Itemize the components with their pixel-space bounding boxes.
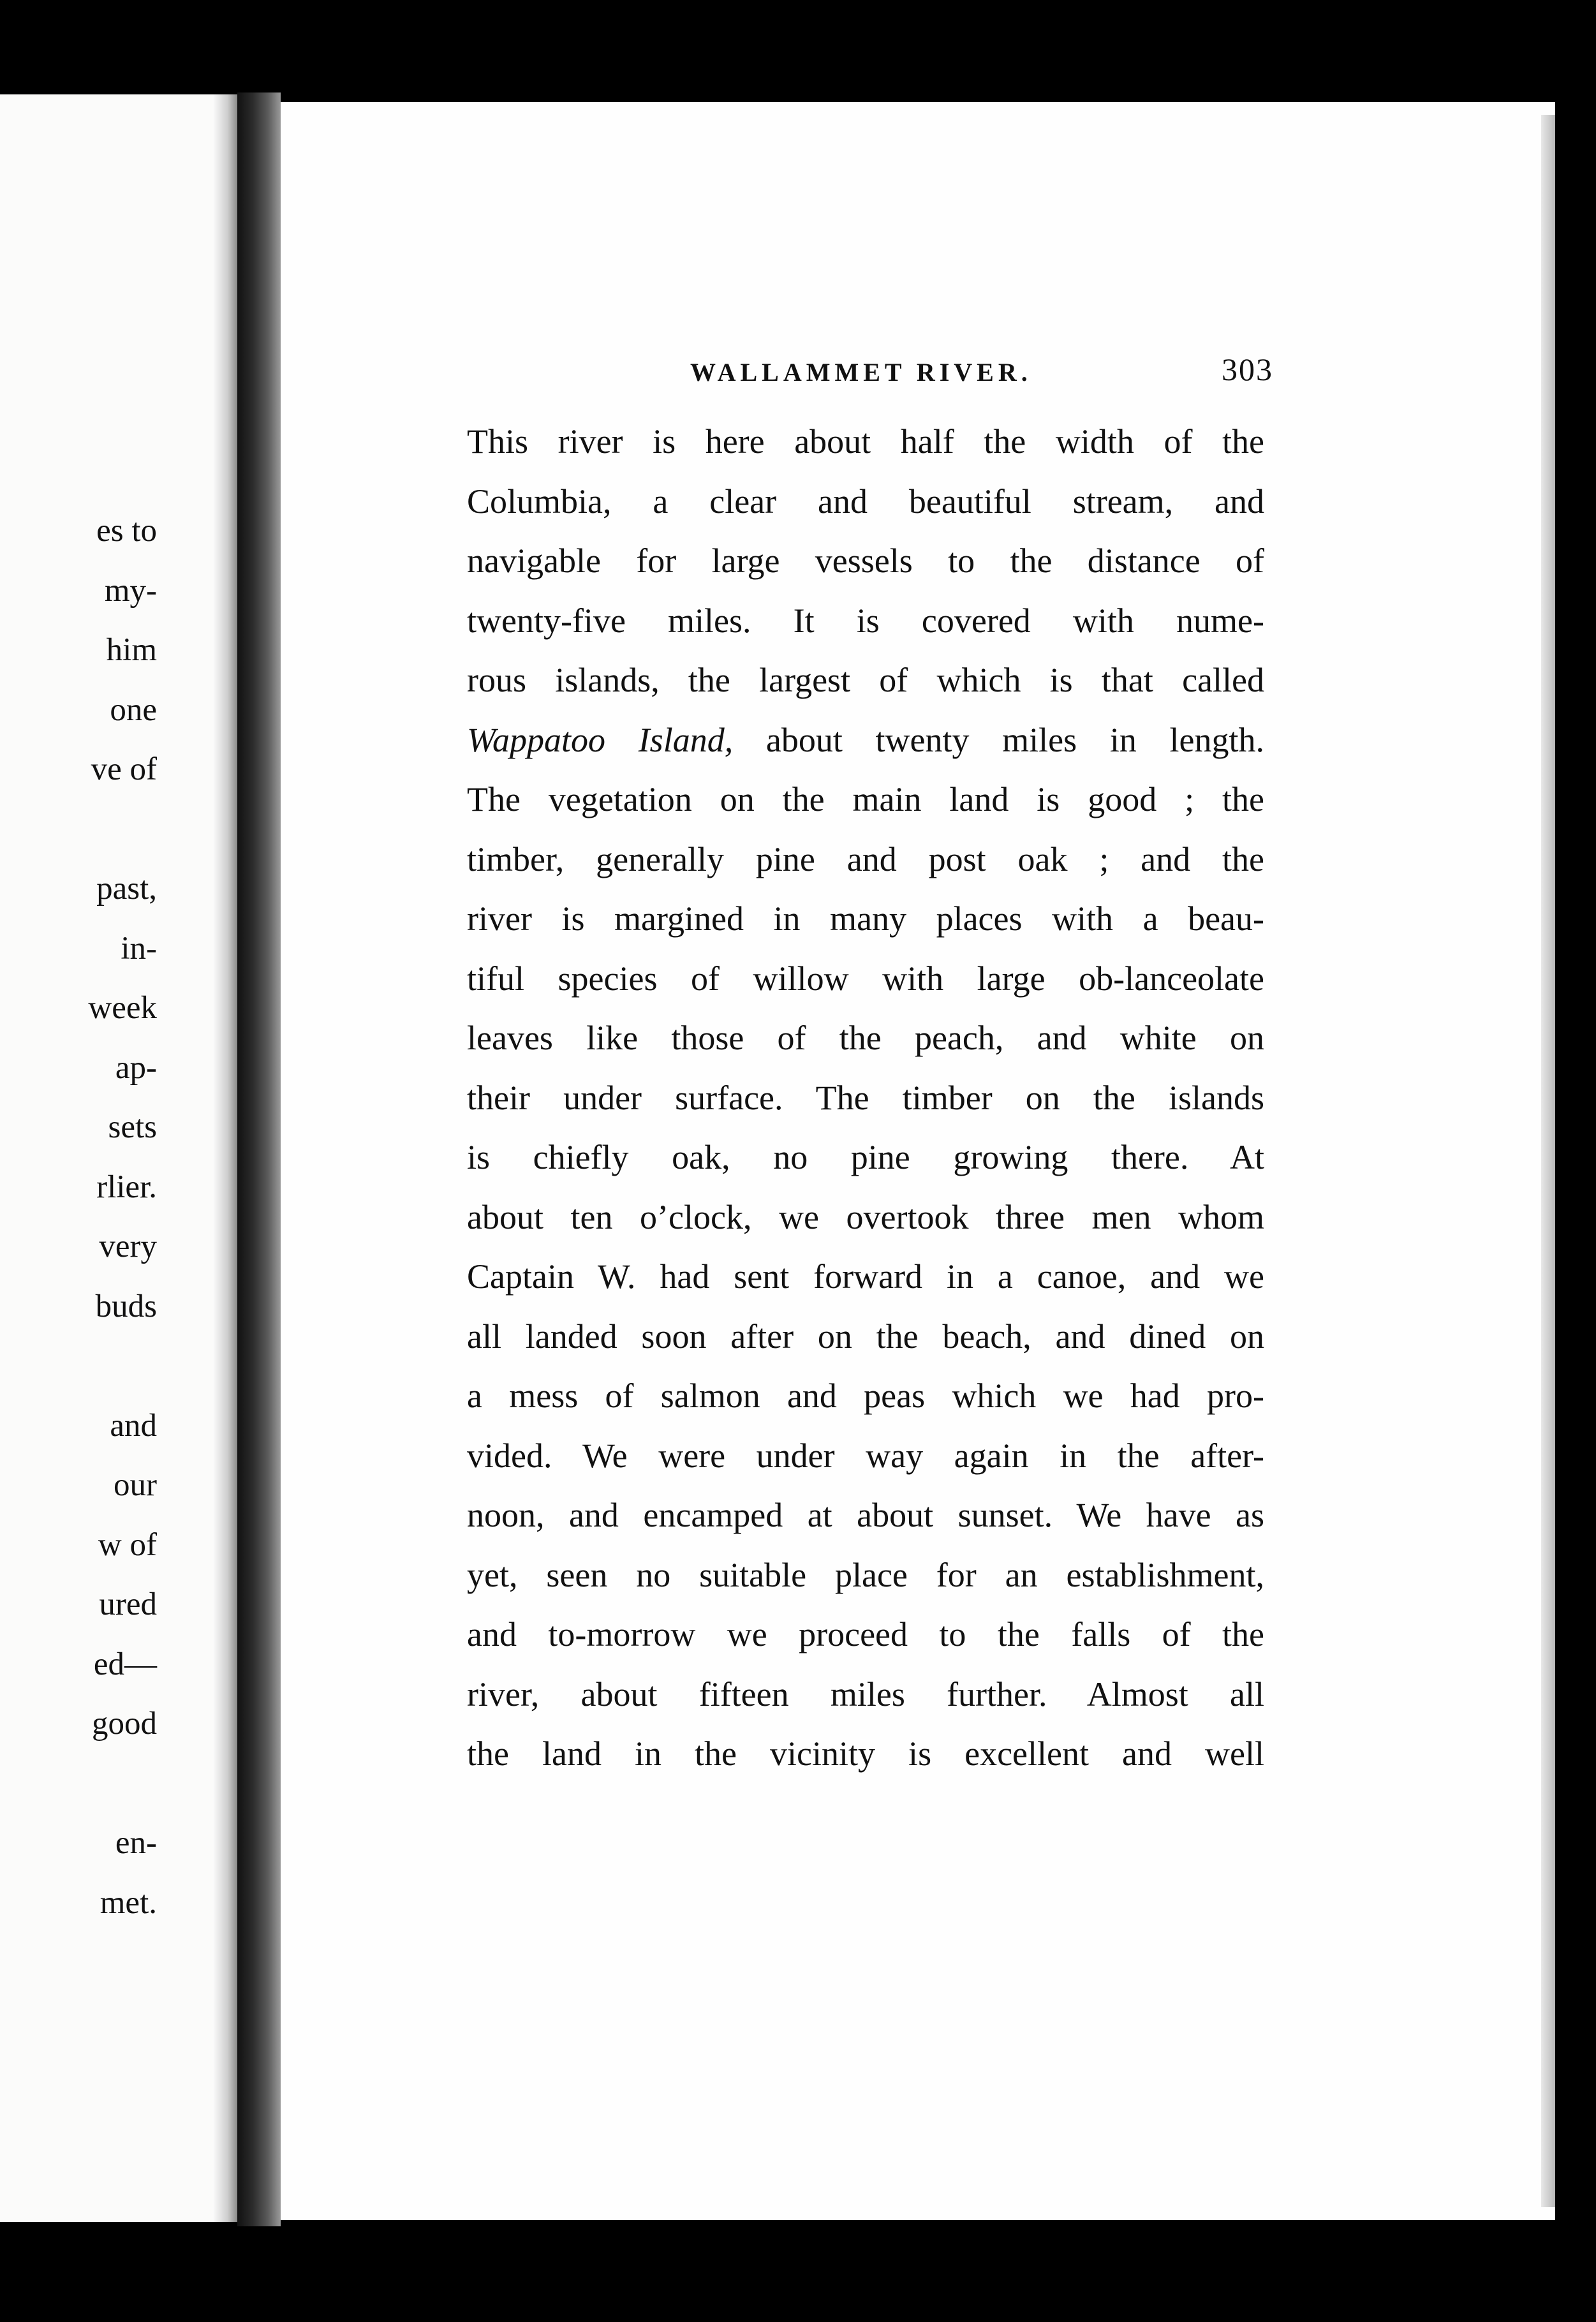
left-line-fragment: en- — [115, 1825, 157, 1861]
page-edge — [1541, 115, 1555, 2207]
text-line: is chiefly oak, no pine growing there. At — [467, 1138, 1264, 1176]
left-line-fragment: ed— — [93, 1646, 157, 1682]
text-line: This river is here about half the width of the — [467, 422, 1264, 461]
left-line-fragment: one — [110, 691, 157, 728]
left-line-fragment: my- — [104, 572, 157, 609]
text-line: timber, generally pine and post oak ; and the — [467, 839, 1264, 878]
left-line-fragment: past, — [96, 871, 157, 906]
text-line: all landed soon after on the beach, and dined on — [467, 1317, 1264, 1356]
text-line: the land in the vicinity is excellent and well — [467, 1734, 1264, 1773]
text-line: vided. We were under way again in the after- — [467, 1436, 1264, 1475]
text-line: river is margined in many places with a beau- — [467, 899, 1264, 938]
left-line-fragment: w of — [98, 1527, 157, 1563]
text-line: The vegetation on the main land is good ; the — [467, 780, 1264, 818]
right-page — [281, 102, 1555, 2220]
left-line-fragment: es to — [96, 513, 157, 549]
left-line-fragment: him — [106, 632, 157, 668]
left-line-fragment: ve of — [91, 751, 157, 787]
text-line: a mess of salmon and peas which we had pro- — [467, 1377, 1264, 1415]
left-line-fragment: buds — [95, 1288, 157, 1324]
text-line-with-italic — [467, 711, 1264, 771]
text-line: leaves like those of the peach, and white on — [467, 1019, 1264, 1057]
left-line-fragment: sets — [108, 1109, 157, 1145]
page-number: 303 — [1222, 351, 1273, 387]
left-line-fragment: very — [99, 1229, 157, 1264]
italic-place-name: Wappatoo Island, — [467, 720, 734, 759]
text-line: Captain W. had sent forward in a canoe, and we — [467, 1257, 1264, 1296]
text-line: noon, and encamped at about sunset. We have as — [467, 1496, 1264, 1534]
left-line-fragment: met. — [100, 1884, 157, 1921]
text-line: yet, seen no suitable place for an establishment, — [467, 1555, 1264, 1594]
text-line-rest: about twenty miles in length. — [733, 720, 1264, 759]
text-line: river, about fifteen miles further. Almost all — [467, 1675, 1264, 1713]
text-line: about ten o’clock, we overtook three men whom — [467, 1197, 1264, 1236]
running-head: WALLAMMET RIVER. — [690, 358, 1032, 387]
text-line: and to-morrow we proceed to the falls of the — [467, 1615, 1264, 1653]
left-line-fragment: ured — [99, 1586, 157, 1622]
left-line-fragment: good — [92, 1706, 157, 1741]
left-line-fragment: and — [110, 1407, 157, 1444]
text-line: Columbia, a clear and beautiful stream, and — [467, 482, 1264, 521]
gutter-shadow — [213, 94, 237, 2222]
text-line: their under surface. The timber on the islands — [467, 1078, 1264, 1117]
text-line: rous islands, the largest of which is that called — [467, 661, 1264, 699]
left-line-fragment: in- — [121, 930, 157, 966]
text-line: twenty-five miles. It is covered with nume- — [467, 601, 1264, 640]
left-line-fragment: our — [114, 1467, 157, 1503]
left-line-fragment: rlier. — [96, 1169, 157, 1205]
text-line: navigable for large vessels to the distance of — [467, 542, 1264, 580]
left-page-fragment — [0, 94, 237, 2222]
text-line: tiful species of willow with large ob-lanceolate — [467, 959, 1264, 998]
left-line-fragment: ap- — [115, 1049, 157, 1086]
body-text — [467, 412, 1264, 1784]
left-line-fragment: week — [88, 990, 157, 1026]
book-spine — [237, 92, 281, 2226]
